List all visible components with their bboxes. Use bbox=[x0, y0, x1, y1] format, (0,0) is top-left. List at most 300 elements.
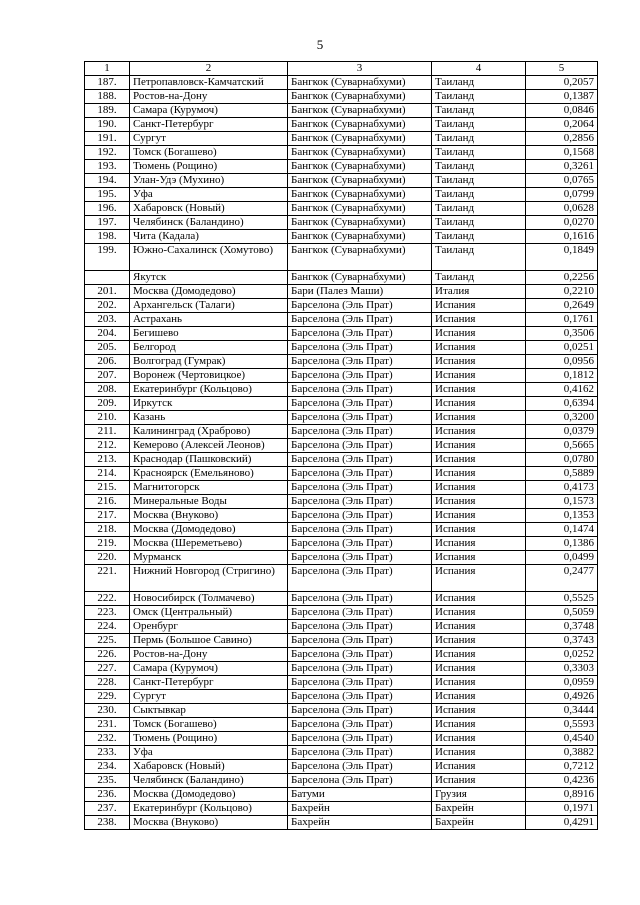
country-cell: Испания bbox=[432, 746, 526, 760]
row-number-cell: 202. bbox=[85, 299, 130, 313]
origin-city-cell: Белгород bbox=[130, 341, 288, 355]
origin-city-cell: Москва (Внуково) bbox=[130, 509, 288, 523]
destination-airport-cell: Бангкок (Суварнабхуми) bbox=[288, 202, 432, 216]
table-row bbox=[85, 816, 598, 830]
country-cell: Грузия bbox=[432, 788, 526, 802]
destination-airport-cell: Барселона (Эль Прат) bbox=[288, 676, 432, 690]
row-number-cell: 219. bbox=[85, 537, 130, 551]
country-cell: Испания bbox=[432, 551, 526, 565]
origin-city-cell: Тюмень (Рощино) bbox=[130, 160, 288, 174]
destination-airport-cell: Бангкок (Суварнабхуми) bbox=[288, 271, 432, 285]
table-row bbox=[85, 411, 598, 425]
row-number-cell: 191. bbox=[85, 132, 130, 146]
country-cell: Испания bbox=[432, 397, 526, 411]
row-number-cell: 222. bbox=[85, 592, 130, 606]
row-number-cell: 207. bbox=[85, 369, 130, 383]
coefficient-cell: 0,7212 bbox=[526, 760, 598, 774]
country-cell: Испания bbox=[432, 453, 526, 467]
origin-city-cell: Москва (Внуково) bbox=[130, 816, 288, 830]
table-row bbox=[85, 620, 598, 634]
table-row bbox=[85, 788, 598, 802]
row-number-cell: 220. bbox=[85, 551, 130, 565]
coefficient-cell: 0,4540 bbox=[526, 732, 598, 746]
coefficient-cell: 0,3200 bbox=[526, 411, 598, 425]
row-number-cell: 221. bbox=[85, 565, 130, 592]
coefficient-cell: 0,3743 bbox=[526, 634, 598, 648]
coefficient-cell: 0,1849 bbox=[526, 244, 598, 271]
row-number-cell bbox=[85, 271, 130, 285]
row-number-cell: 214. bbox=[85, 467, 130, 481]
table-row bbox=[85, 467, 598, 481]
table-row bbox=[85, 76, 598, 90]
row-number-cell: 233. bbox=[85, 746, 130, 760]
destination-airport-cell: Бангкок (Суварнабхуми) bbox=[288, 230, 432, 244]
table-row bbox=[85, 606, 598, 620]
table-row bbox=[85, 648, 598, 662]
origin-city-cell: Хабаровск (Новый) bbox=[130, 760, 288, 774]
table-row bbox=[85, 313, 598, 327]
destination-airport-cell: Барселона (Эль Прат) bbox=[288, 648, 432, 662]
country-cell: Испания bbox=[432, 439, 526, 453]
coefficient-cell: 0,0765 bbox=[526, 174, 598, 188]
origin-city-cell: Ростов-на-Дону bbox=[130, 648, 288, 662]
table-row bbox=[85, 704, 598, 718]
country-cell: Таиланд bbox=[432, 90, 526, 104]
destination-airport-cell: Барселона (Эль Прат) bbox=[288, 509, 432, 523]
country-cell: Испания bbox=[432, 760, 526, 774]
origin-city-cell: Екатеринбург (Кольцово) bbox=[130, 802, 288, 816]
row-number-cell: 194. bbox=[85, 174, 130, 188]
origin-city-cell: Краснодар (Пашковский) bbox=[130, 453, 288, 467]
coefficient-cell: 0,0846 bbox=[526, 104, 598, 118]
origin-city-cell: Магнитогорск bbox=[130, 481, 288, 495]
table-row bbox=[85, 425, 598, 439]
coefficient-cell: 0,1616 bbox=[526, 230, 598, 244]
country-cell: Испания bbox=[432, 606, 526, 620]
destination-airport-cell: Барселона (Эль Прат) bbox=[288, 355, 432, 369]
destination-airport-cell: Барселона (Эль Прат) bbox=[288, 313, 432, 327]
table-row bbox=[85, 453, 598, 467]
coefficient-cell: 0,2856 bbox=[526, 132, 598, 146]
table-row bbox=[85, 90, 598, 104]
row-number-cell: 195. bbox=[85, 188, 130, 202]
table-row bbox=[85, 732, 598, 746]
country-cell: Испания bbox=[432, 369, 526, 383]
table-row bbox=[85, 802, 598, 816]
origin-city-cell: Тюмень (Рощино) bbox=[130, 732, 288, 746]
row-number-cell: 212. bbox=[85, 439, 130, 453]
destination-airport-cell: Бангкок (Суварнабхуми) bbox=[288, 216, 432, 230]
table-row bbox=[85, 565, 598, 592]
row-number-cell: 193. bbox=[85, 160, 130, 174]
row-number-cell: 228. bbox=[85, 676, 130, 690]
origin-city-cell: Сыктывкар bbox=[130, 704, 288, 718]
coefficient-cell: 0,0956 bbox=[526, 355, 598, 369]
origin-city-cell: Улан-Удэ (Мухино) bbox=[130, 174, 288, 188]
country-cell: Испания bbox=[432, 509, 526, 523]
country-cell: Таиланд bbox=[432, 202, 526, 216]
origin-city-cell: Хабаровск (Новый) bbox=[130, 202, 288, 216]
origin-city-cell: Воронеж (Чертовицкое) bbox=[130, 369, 288, 383]
country-cell: Испания bbox=[432, 662, 526, 676]
table-row bbox=[85, 104, 598, 118]
column-header: 5 bbox=[526, 62, 598, 76]
table-body bbox=[85, 62, 598, 830]
origin-city-cell: Оренбург bbox=[130, 620, 288, 634]
row-number-cell: 208. bbox=[85, 383, 130, 397]
row-number-cell: 205. bbox=[85, 341, 130, 355]
country-cell: Бахрейн bbox=[432, 802, 526, 816]
row-number-cell: 223. bbox=[85, 606, 130, 620]
country-cell: Таиланд bbox=[432, 216, 526, 230]
country-cell: Таиланд bbox=[432, 271, 526, 285]
coefficient-cell: 0,3303 bbox=[526, 662, 598, 676]
coefficient-cell: 0,5593 bbox=[526, 718, 598, 732]
destination-airport-cell: Бари (Палез Маши) bbox=[288, 285, 432, 299]
origin-city-cell: Пермь (Большое Савино) bbox=[130, 634, 288, 648]
row-number-cell: 226. bbox=[85, 648, 130, 662]
origin-city-cell: Сургут bbox=[130, 690, 288, 704]
row-number-cell: 196. bbox=[85, 202, 130, 216]
coefficient-cell: 0,2256 bbox=[526, 271, 598, 285]
destination-airport-cell: Барселона (Эль Прат) bbox=[288, 592, 432, 606]
table-row bbox=[85, 132, 598, 146]
coefficient-cell: 0,0959 bbox=[526, 676, 598, 690]
country-cell: Испания bbox=[432, 537, 526, 551]
table-row bbox=[85, 285, 598, 299]
coefficient-cell: 0,1761 bbox=[526, 313, 598, 327]
coefficient-cell: 0,1568 bbox=[526, 146, 598, 160]
country-cell: Испания bbox=[432, 481, 526, 495]
row-number-cell: 192. bbox=[85, 146, 130, 160]
table-row bbox=[85, 537, 598, 551]
destination-airport-cell: Барселона (Эль Прат) bbox=[288, 662, 432, 676]
country-cell: Испания bbox=[432, 565, 526, 592]
destination-airport-cell: Бангкок (Суварнабхуми) bbox=[288, 76, 432, 90]
origin-city-cell: Сургут bbox=[130, 132, 288, 146]
origin-city-cell: Кемерово (Алексей Леонов) bbox=[130, 439, 288, 453]
row-number-cell: 230. bbox=[85, 704, 130, 718]
country-cell: Испания bbox=[432, 676, 526, 690]
table-row bbox=[85, 509, 598, 523]
origin-city-cell: Красноярск (Емельяново) bbox=[130, 467, 288, 481]
origin-city-cell: Чита (Кадала) bbox=[130, 230, 288, 244]
coefficient-cell: 0,1573 bbox=[526, 495, 598, 509]
row-number-cell: 197. bbox=[85, 216, 130, 230]
destination-airport-cell: Барселона (Эль Прат) bbox=[288, 411, 432, 425]
row-number-cell: 234. bbox=[85, 760, 130, 774]
row-number-cell: 203. bbox=[85, 313, 130, 327]
destination-airport-cell: Бангкок (Суварнабхуми) bbox=[288, 174, 432, 188]
coefficient-cell: 0,2057 bbox=[526, 76, 598, 90]
row-number-cell: 224. bbox=[85, 620, 130, 634]
row-number-cell: 211. bbox=[85, 425, 130, 439]
country-cell: Таиланд bbox=[432, 132, 526, 146]
row-number-cell: 189. bbox=[85, 104, 130, 118]
country-cell: Испания bbox=[432, 718, 526, 732]
coefficient-cell: 0,3506 bbox=[526, 327, 598, 341]
destination-airport-cell: Бангкок (Суварнабхуми) bbox=[288, 104, 432, 118]
country-cell: Испания bbox=[432, 704, 526, 718]
country-cell: Испания bbox=[432, 634, 526, 648]
coefficient-cell: 0,4926 bbox=[526, 690, 598, 704]
destination-airport-cell: Барселона (Эль Прат) bbox=[288, 746, 432, 760]
row-number-cell: 209. bbox=[85, 397, 130, 411]
origin-city-cell: Челябинск (Баландино) bbox=[130, 774, 288, 788]
column-header: 1 bbox=[85, 62, 130, 76]
country-cell: Таиланд bbox=[432, 174, 526, 188]
destination-airport-cell: Барселона (Эль Прат) bbox=[288, 439, 432, 453]
row-number-cell: 198. bbox=[85, 230, 130, 244]
coefficient-cell: 0,3261 bbox=[526, 160, 598, 174]
country-cell: Таиланд bbox=[432, 230, 526, 244]
destination-airport-cell: Бангкок (Суварнабхуми) bbox=[288, 90, 432, 104]
row-number-cell: 227. bbox=[85, 662, 130, 676]
destination-airport-cell: Барселона (Эль Прат) bbox=[288, 467, 432, 481]
origin-city-cell: Томск (Богашево) bbox=[130, 146, 288, 160]
destination-airport-cell: Бангкок (Суварнабхуми) bbox=[288, 132, 432, 146]
table-row bbox=[85, 718, 598, 732]
table-row bbox=[85, 146, 598, 160]
destination-airport-cell: Барселона (Эль Прат) bbox=[288, 565, 432, 592]
table-row bbox=[85, 230, 598, 244]
table-row bbox=[85, 383, 598, 397]
coefficient-cell: 0,1812 bbox=[526, 369, 598, 383]
country-cell: Таиланд bbox=[432, 244, 526, 271]
origin-city-cell: Челябинск (Баландино) bbox=[130, 216, 288, 230]
origin-city-cell: Архангельск (Талаги) bbox=[130, 299, 288, 313]
origin-city-cell: Нижний Новгород (Стригино) bbox=[130, 565, 288, 592]
row-number-cell: 206. bbox=[85, 355, 130, 369]
country-cell: Испания bbox=[432, 355, 526, 369]
destination-airport-cell: Барселона (Эль Прат) bbox=[288, 481, 432, 495]
destination-airport-cell: Барселона (Эль Прат) bbox=[288, 551, 432, 565]
coefficient-cell: 0,2649 bbox=[526, 299, 598, 313]
row-number-cell: 204. bbox=[85, 327, 130, 341]
origin-city-cell: Томск (Богашево) bbox=[130, 718, 288, 732]
table-row bbox=[85, 523, 598, 537]
destination-airport-cell: Барселона (Эль Прат) bbox=[288, 495, 432, 509]
destination-airport-cell: Барселона (Эль Прат) bbox=[288, 760, 432, 774]
country-cell: Испания bbox=[432, 592, 526, 606]
row-number-cell: 216. bbox=[85, 495, 130, 509]
coefficient-cell: 0,0270 bbox=[526, 216, 598, 230]
row-number-cell: 238. bbox=[85, 816, 130, 830]
destination-airport-cell: Бахрейн bbox=[288, 816, 432, 830]
coefficient-cell: 0,5665 bbox=[526, 439, 598, 453]
table-row bbox=[85, 202, 598, 216]
origin-city-cell: Екатеринбург (Кольцово) bbox=[130, 383, 288, 397]
table-row bbox=[85, 495, 598, 509]
coefficient-cell: 0,0799 bbox=[526, 188, 598, 202]
coefficient-cell: 0,4236 bbox=[526, 774, 598, 788]
table-row bbox=[85, 118, 598, 132]
origin-city-cell: Новосибирск (Толмачево) bbox=[130, 592, 288, 606]
destination-airport-cell: Бангкок (Суварнабхуми) bbox=[288, 160, 432, 174]
coefficient-cell: 0,3882 bbox=[526, 746, 598, 760]
destination-airport-cell: Барселона (Эль Прат) bbox=[288, 690, 432, 704]
destination-airport-cell: Барселона (Эль Прат) bbox=[288, 383, 432, 397]
coefficient-cell: 0,4162 bbox=[526, 383, 598, 397]
country-cell: Таиланд bbox=[432, 104, 526, 118]
destination-airport-cell: Бангкок (Суварнабхуми) bbox=[288, 244, 432, 271]
table-row bbox=[85, 439, 598, 453]
origin-city-cell: Астрахань bbox=[130, 313, 288, 327]
country-cell: Испания bbox=[432, 425, 526, 439]
row-number-cell: 188. bbox=[85, 90, 130, 104]
destination-airport-cell: Барселона (Эль Прат) bbox=[288, 606, 432, 620]
table-row bbox=[85, 341, 598, 355]
row-number-cell: 190. bbox=[85, 118, 130, 132]
origin-city-cell: Самара (Курумоч) bbox=[130, 662, 288, 676]
country-cell: Бахрейн bbox=[432, 816, 526, 830]
country-cell: Таиланд bbox=[432, 160, 526, 174]
destination-airport-cell: Барселона (Эль Прат) bbox=[288, 369, 432, 383]
origin-city-cell: Санкт-Петербург bbox=[130, 676, 288, 690]
destination-airport-cell: Барселона (Эль Прат) bbox=[288, 397, 432, 411]
origin-city-cell: Москва (Домодедово) bbox=[130, 788, 288, 802]
origin-city-cell: Уфа bbox=[130, 746, 288, 760]
table-header-row bbox=[85, 62, 598, 76]
row-number-cell: 218. bbox=[85, 523, 130, 537]
table-row bbox=[85, 369, 598, 383]
destination-airport-cell: Барселона (Эль Прат) bbox=[288, 327, 432, 341]
coefficient-cell: 0,0628 bbox=[526, 202, 598, 216]
origin-city-cell: Москва (Домодедово) bbox=[130, 523, 288, 537]
row-number-cell: 236. bbox=[85, 788, 130, 802]
data-table bbox=[84, 61, 598, 830]
row-number-cell: 215. bbox=[85, 481, 130, 495]
coefficient-cell: 0,5889 bbox=[526, 467, 598, 481]
table-row bbox=[85, 397, 598, 411]
destination-airport-cell: Бангкок (Суварнабхуми) bbox=[288, 188, 432, 202]
table-row bbox=[85, 174, 598, 188]
page-number: 5 bbox=[316, 37, 324, 52]
origin-city-cell: Минеральные Воды bbox=[130, 495, 288, 509]
table-row bbox=[85, 760, 598, 774]
coefficient-cell: 0,1353 bbox=[526, 509, 598, 523]
origin-city-cell: Москва (Шереметьево) bbox=[130, 537, 288, 551]
column-header: 3 bbox=[288, 62, 432, 76]
destination-airport-cell: Барселона (Эль Прат) bbox=[288, 718, 432, 732]
coefficient-cell: 0,2477 bbox=[526, 565, 598, 592]
table-row bbox=[85, 662, 598, 676]
country-cell: Таиланд bbox=[432, 188, 526, 202]
origin-city-cell: Мурманск bbox=[130, 551, 288, 565]
table-row bbox=[85, 355, 598, 369]
table-row bbox=[85, 690, 598, 704]
origin-city-cell: Петропавловск-Камчатский bbox=[130, 76, 288, 90]
row-number-cell: 231. bbox=[85, 718, 130, 732]
origin-city-cell: Омск (Центральный) bbox=[130, 606, 288, 620]
table-row bbox=[85, 481, 598, 495]
table-row bbox=[85, 299, 598, 313]
row-number-cell: 235. bbox=[85, 774, 130, 788]
coefficient-cell: 0,0780 bbox=[526, 453, 598, 467]
table-row bbox=[85, 592, 598, 606]
origin-city-cell: Якутск bbox=[130, 271, 288, 285]
row-number-cell: 225. bbox=[85, 634, 130, 648]
row-number-cell: 217. bbox=[85, 509, 130, 523]
destination-airport-cell: Барселона (Эль Прат) bbox=[288, 774, 432, 788]
country-cell: Испания bbox=[432, 411, 526, 425]
country-cell: Испания bbox=[432, 327, 526, 341]
table-row bbox=[85, 216, 598, 230]
destination-airport-cell: Бахрейн bbox=[288, 802, 432, 816]
origin-city-cell: Ростов-на-Дону bbox=[130, 90, 288, 104]
coefficient-cell: 0,5059 bbox=[526, 606, 598, 620]
coefficient-cell: 0,3444 bbox=[526, 704, 598, 718]
destination-airport-cell: Бангкок (Суварнабхуми) bbox=[288, 118, 432, 132]
country-cell: Таиланд bbox=[432, 146, 526, 160]
origin-city-cell: Бегишево bbox=[130, 327, 288, 341]
origin-city-cell: Санкт-Петербург bbox=[130, 118, 288, 132]
country-cell: Испания bbox=[432, 732, 526, 746]
origin-city-cell: Калининград (Храброво) bbox=[130, 425, 288, 439]
coefficient-cell: 0,0252 bbox=[526, 648, 598, 662]
destination-airport-cell: Барселона (Эль Прат) bbox=[288, 341, 432, 355]
row-number-cell: 210. bbox=[85, 411, 130, 425]
destination-airport-cell: Барселона (Эль Прат) bbox=[288, 453, 432, 467]
table-row bbox=[85, 327, 598, 341]
destination-airport-cell: Барселона (Эль Прат) bbox=[288, 523, 432, 537]
country-cell: Испания bbox=[432, 467, 526, 481]
row-number-cell: 199. bbox=[85, 244, 130, 271]
coefficient-cell: 0,4173 bbox=[526, 481, 598, 495]
coefficient-cell: 0,1387 bbox=[526, 90, 598, 104]
country-cell: Таиланд bbox=[432, 118, 526, 132]
table-row bbox=[85, 774, 598, 788]
coefficient-cell: 0,0379 bbox=[526, 425, 598, 439]
origin-city-cell: Казань bbox=[130, 411, 288, 425]
table-row bbox=[85, 551, 598, 565]
column-header: 2 bbox=[130, 62, 288, 76]
table-row bbox=[85, 271, 598, 285]
origin-city-cell: Самара (Курумоч) bbox=[130, 104, 288, 118]
country-cell: Таиланд bbox=[432, 76, 526, 90]
country-cell: Испания bbox=[432, 690, 526, 704]
row-number-cell: 213. bbox=[85, 453, 130, 467]
origin-city-cell: Южно-Сахалинск (Хомутово) bbox=[130, 244, 288, 271]
coefficient-cell: 0,1474 bbox=[526, 523, 598, 537]
row-number-cell: 237. bbox=[85, 802, 130, 816]
row-number-cell: 232. bbox=[85, 732, 130, 746]
country-cell: Испания bbox=[432, 523, 526, 537]
destination-airport-cell: Барселона (Эль Прат) bbox=[288, 620, 432, 634]
table-row bbox=[85, 188, 598, 202]
table-row bbox=[85, 676, 598, 690]
destination-airport-cell: Барселона (Эль Прат) bbox=[288, 425, 432, 439]
row-number-cell: 229. bbox=[85, 690, 130, 704]
coefficient-cell: 0,2210 bbox=[526, 285, 598, 299]
destination-airport-cell: Барселона (Эль Прат) bbox=[288, 537, 432, 551]
table-row bbox=[85, 634, 598, 648]
coefficient-cell: 0,0499 bbox=[526, 551, 598, 565]
country-cell: Испания bbox=[432, 313, 526, 327]
table-row bbox=[85, 160, 598, 174]
origin-city-cell: Уфа bbox=[130, 188, 288, 202]
coefficient-cell: 0,4291 bbox=[526, 816, 598, 830]
destination-airport-cell: Барселона (Эль Прат) bbox=[288, 634, 432, 648]
destination-airport-cell: Батуми bbox=[288, 788, 432, 802]
destination-airport-cell: Барселона (Эль Прат) bbox=[288, 732, 432, 746]
country-cell: Италия bbox=[432, 285, 526, 299]
coefficient-cell: 0,2064 bbox=[526, 118, 598, 132]
coefficient-cell: 0,5525 bbox=[526, 592, 598, 606]
table-row bbox=[85, 244, 598, 271]
row-number-cell: 201. bbox=[85, 285, 130, 299]
coefficient-cell: 0,6394 bbox=[526, 397, 598, 411]
